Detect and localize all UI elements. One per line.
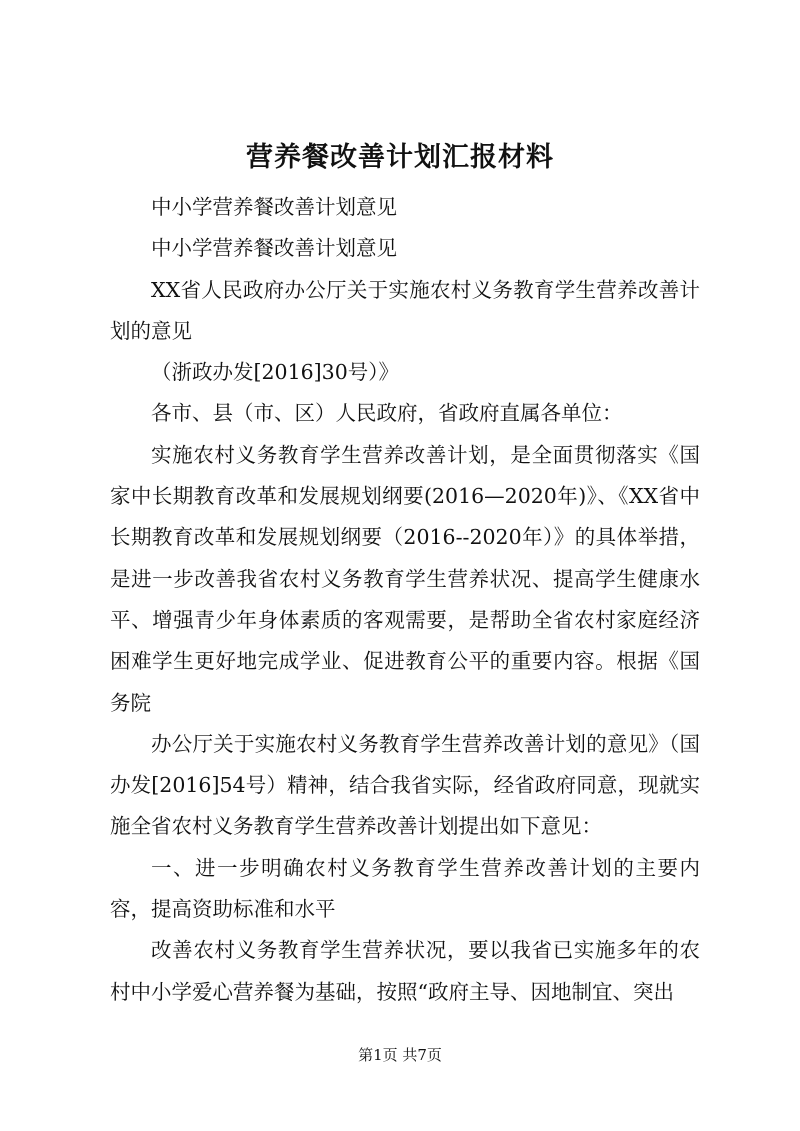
paragraph-subtitle-1: 中小学营养餐改善计划意见 — [151, 195, 397, 219]
paragraph-section-one-body: 改善农村义务教育学生营养状况，要以我省已实施多年的农村中小学爱心营养餐为基础，按照“政府主导、因地制宜、突出 — [110, 938, 700, 1004]
paragraph-section-one-heading: 一、进一步明确农村义务教育学生营养改善计划的主要内容，提高资助标准和水平 — [110, 855, 700, 922]
page-footer: 第1页 共7页 — [358, 1046, 442, 1064]
document-body — [110, 187, 700, 1013]
paragraph-addressees: 各市、县（市、区）人民政府，省政府直属各单位： — [151, 401, 623, 426]
document-title: 营养餐改善计划汇报材料 — [246, 142, 554, 173]
paragraph-subtitle-2: 中小学营养餐改善计划意见 — [151, 236, 397, 261]
paragraph-basis: 办公厅关于实施农村义务教育学生营养改善计划的意见》（国办发[2016]54号）精神，结合我省实际，经省政府同意，现就实施全省农村义务教育学生营养改善计划提出如下意见： — [110, 731, 700, 839]
paragraph-document-number: （浙政办发[2016]30号）》 — [151, 360, 400, 385]
paragraph-notice-title: XX省人民政府办公厅关于实施农村义务教育学生营养改善计划的意见 — [110, 277, 700, 343]
paragraph-intro: 实施农村义务教育学生营养改善计划，是全面贯彻落实《国家中长期教育改革和发展规划纲要(2016—2020年)》、《XX省中长期教育改革和发展规划纲要（2016--2020年）》的具体举措，是进一步改善我省农村义务教育学生营养状况、提高学生健康水平、增强青少年身体素质的客观需要，是帮助全省农村家庭经济困难学生更好地完成学业、促进教育公平的重要内容。根据《国务院 — [110, 442, 700, 715]
